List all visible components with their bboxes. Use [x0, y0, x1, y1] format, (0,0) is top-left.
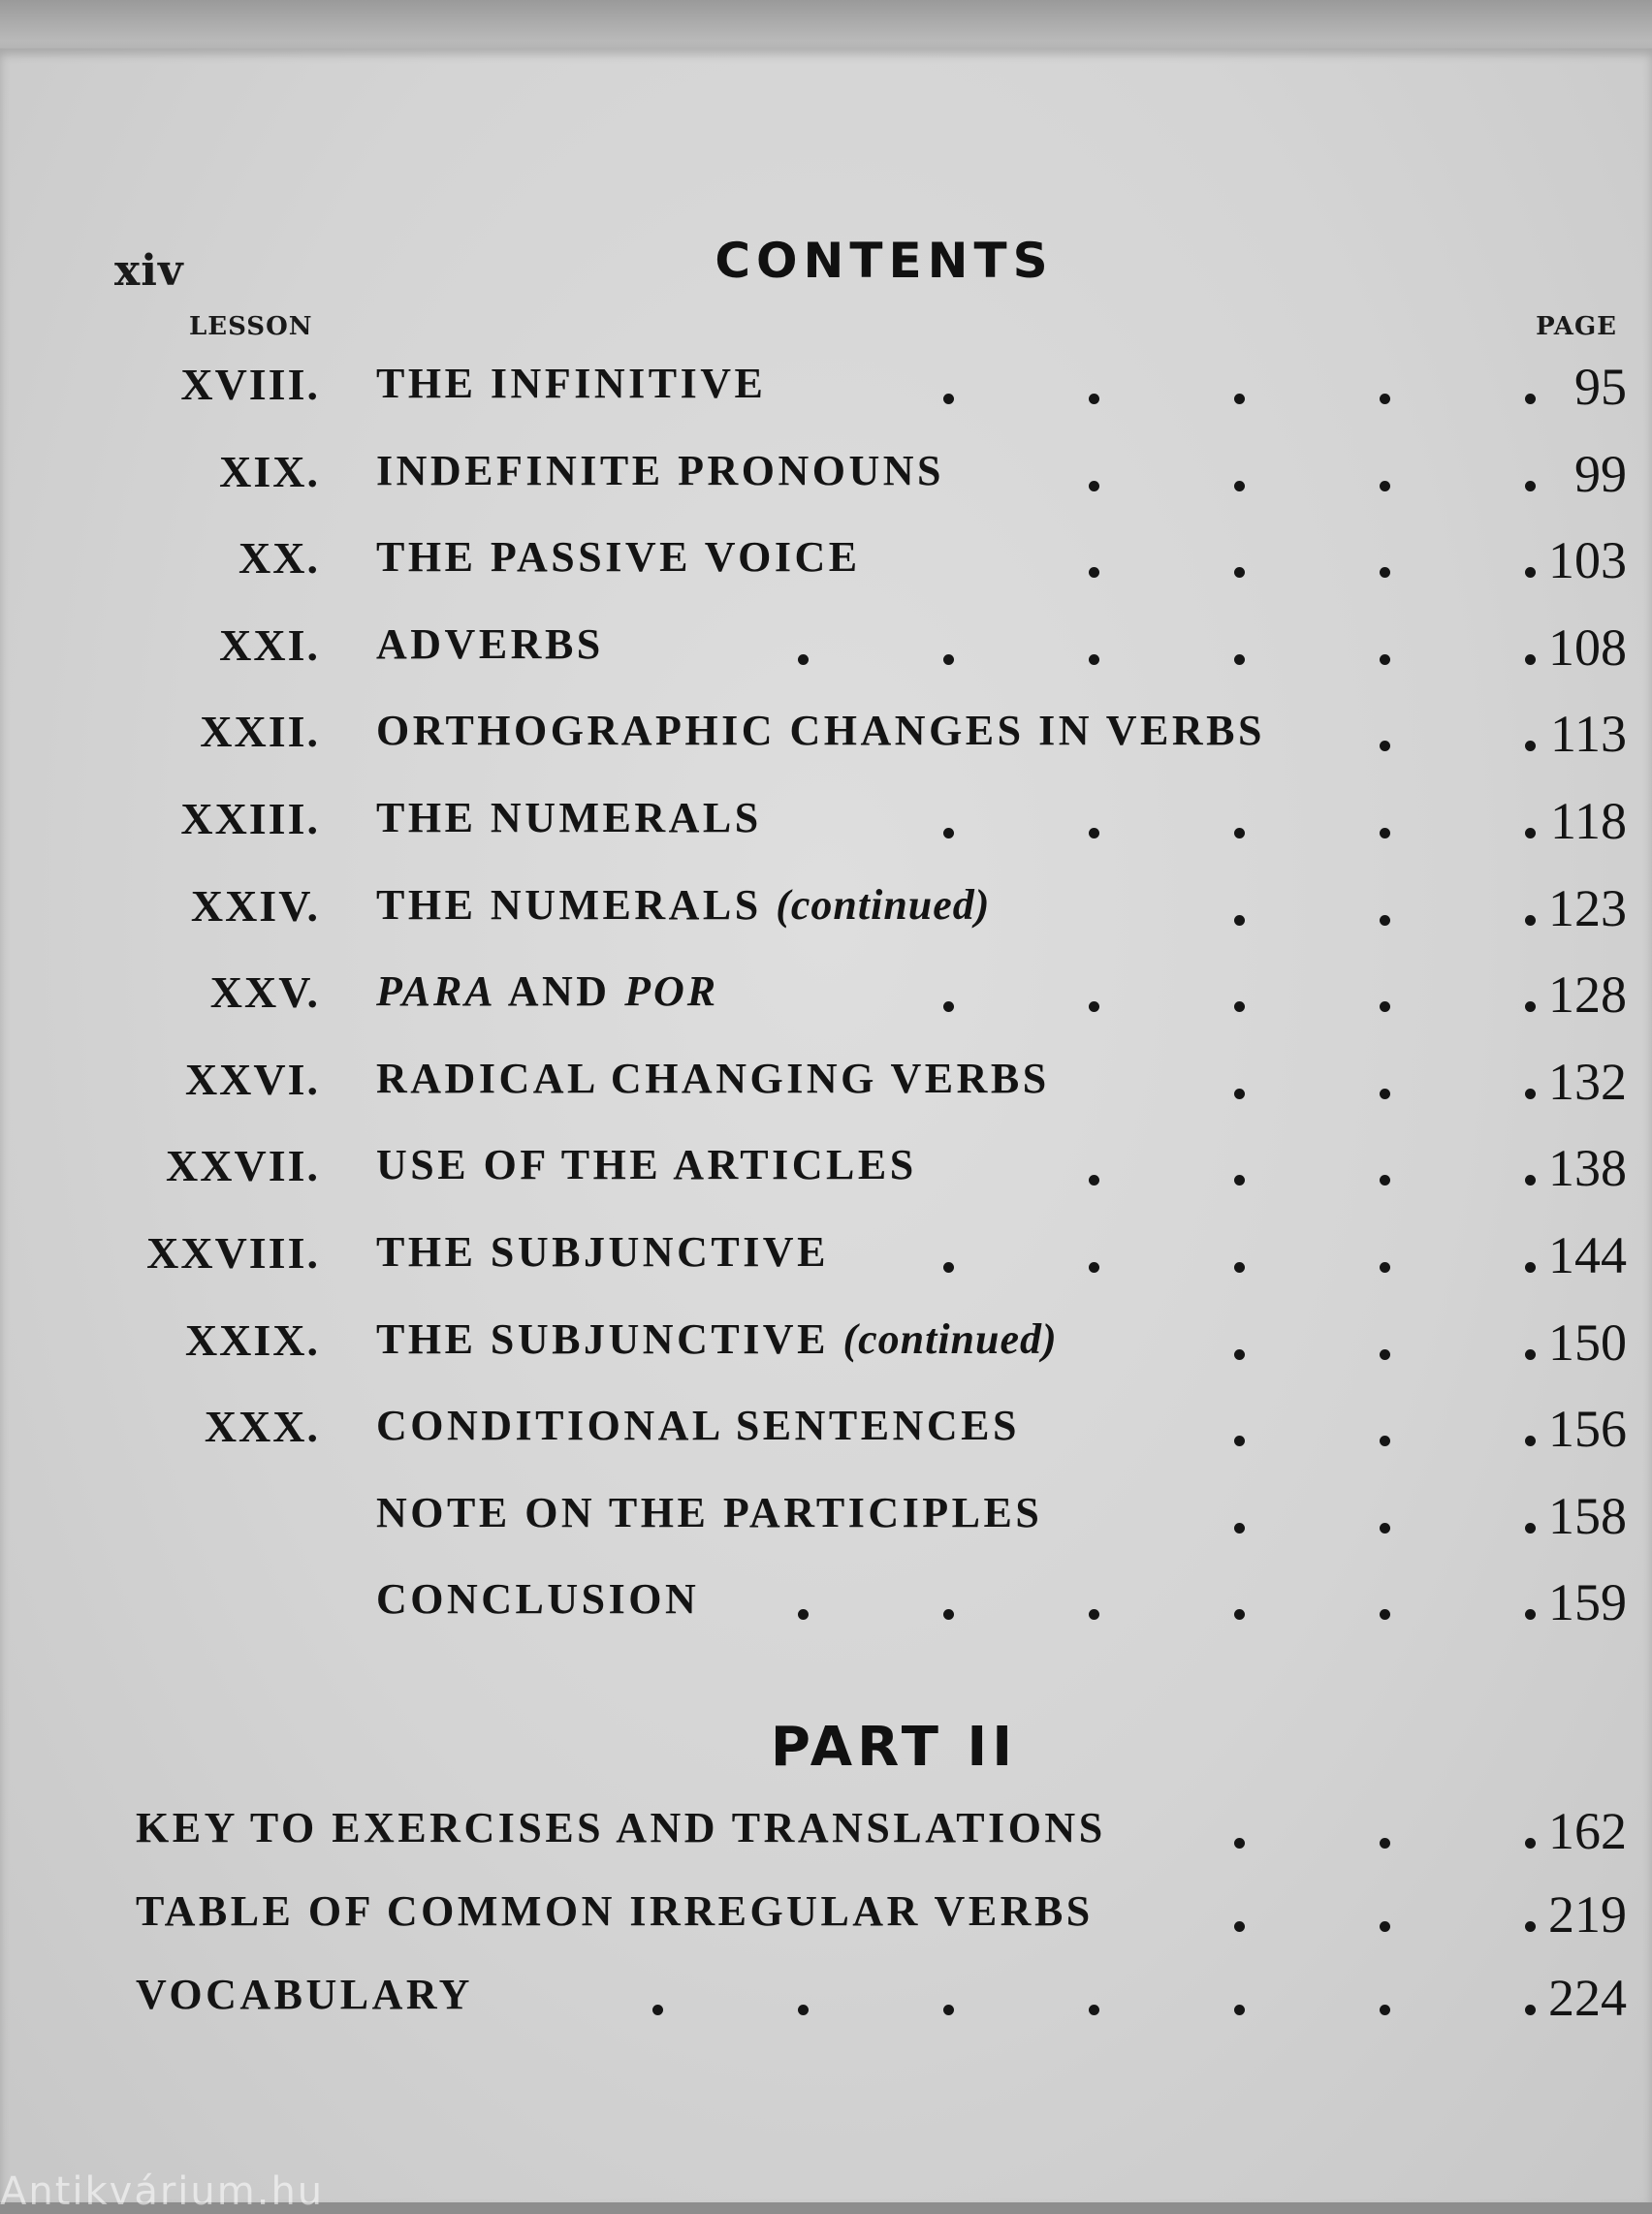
leader-dots — [1099, 1904, 1536, 1943]
leader-dots — [954, 550, 1536, 588]
leader-dot — [1245, 463, 1390, 502]
leader-dot — [1390, 1245, 1536, 1283]
leader-dot — [809, 1987, 954, 2026]
leader-dots — [1099, 1071, 1536, 1110]
contents-row — [0, 1793, 1652, 1877]
lesson-title-text: THE NUMERALS — [376, 880, 762, 929]
lesson-title-text: AND — [507, 967, 611, 1016]
leader-dot — [1245, 898, 1390, 936]
lesson-list — [0, 349, 1652, 1652]
lesson-title-italic: POR — [624, 967, 719, 1016]
lesson-number: XIX. — [219, 446, 320, 496]
page-number: 156 — [1548, 1400, 1627, 1459]
watermark: Antikvárium.hu — [0, 2169, 325, 2214]
contents-row — [0, 696, 1652, 783]
leader-dot — [1390, 723, 1536, 762]
lesson-number: XXVI. — [184, 1054, 320, 1104]
lesson-title — [376, 1140, 917, 1189]
leader-dot — [1390, 1332, 1536, 1371]
contents-row — [0, 1218, 1652, 1305]
lesson-title — [376, 1054, 1050, 1103]
leader-dot — [1245, 1157, 1390, 1196]
lesson-title-text: THE NUMERALS — [376, 793, 762, 841]
leader-dot — [954, 1987, 1099, 2026]
part-ii-title: PART II — [770, 1716, 1018, 1779]
leader-dot — [663, 1987, 809, 2026]
lesson-title — [376, 880, 990, 930]
leader-dot — [809, 1245, 954, 1283]
leader-dot — [1245, 376, 1390, 415]
leader-dot — [1245, 1332, 1390, 1371]
leader-dot — [1245, 637, 1390, 676]
page-number: 123 — [1548, 878, 1627, 937]
entry-title: VOCABULARY — [136, 1971, 473, 2018]
leader-dot — [1390, 1157, 1536, 1196]
lesson-number: XXI. — [219, 619, 320, 670]
lesson-number: XVIII. — [180, 360, 320, 409]
leader-dot — [1390, 550, 1536, 588]
lesson-title-text: THE SUBJUNCTIVE — [376, 1227, 829, 1276]
leader-dot — [1390, 1592, 1536, 1630]
lesson-number: XX. — [238, 533, 320, 584]
contents-row — [0, 870, 1652, 958]
lesson-title-text: INDEFINITE PRONOUNS — [376, 446, 945, 494]
leader-dots — [1099, 1418, 1536, 1457]
contents-row — [0, 1565, 1652, 1652]
leader-dot — [1245, 1071, 1390, 1110]
leader-dots — [954, 463, 1536, 502]
contents-row — [0, 1044, 1652, 1131]
leader-dot — [1390, 1505, 1536, 1544]
page-number: 162 — [1548, 1802, 1627, 1860]
leader-dot — [1099, 1820, 1245, 1859]
page-number: 99 — [1574, 444, 1627, 503]
leader-dot — [1245, 1904, 1390, 1943]
leader-dots — [954, 1157, 1536, 1196]
page-number: 118 — [1550, 791, 1627, 850]
lesson-title — [376, 706, 1265, 755]
page-number: 159 — [1548, 1573, 1627, 1632]
leader-dot — [1390, 1987, 1536, 2026]
lesson-number: XXVII. — [166, 1141, 320, 1191]
leader-dot — [1245, 550, 1390, 588]
leader-dot — [954, 637, 1099, 676]
leader-dot — [954, 1592, 1099, 1630]
contents-row — [0, 349, 1652, 436]
page-number: 103 — [1548, 531, 1627, 590]
lesson-number: XXVIII. — [146, 1227, 320, 1278]
leader-dot — [1245, 1820, 1390, 1859]
leader-dots — [809, 810, 1536, 849]
entry-title: TABLE OF COMMON IRREGULAR VERBS — [136, 1887, 1094, 1935]
leader-dots — [1099, 898, 1536, 936]
leader-dot — [1099, 1157, 1245, 1196]
lesson-title-text: CONDITIONAL SENTENCES — [376, 1402, 1020, 1450]
leader-dot — [1245, 810, 1390, 849]
leader-dot — [1245, 1505, 1390, 1544]
leader-dot — [1245, 1987, 1390, 2026]
leader-dot — [809, 810, 954, 849]
leader-dot — [1245, 984, 1390, 1023]
contents-row — [0, 1130, 1652, 1218]
leader-dot — [1099, 1332, 1245, 1371]
page-number: 219 — [1548, 1885, 1627, 1944]
leader-dots — [663, 1592, 1536, 1630]
lesson-number: XXIII. — [180, 793, 320, 843]
leader-dot — [1390, 463, 1536, 502]
leader-dot — [1099, 550, 1245, 588]
lesson-title — [376, 793, 762, 842]
lesson-title — [376, 1314, 1058, 1364]
lesson-title-continued: (continued) — [776, 880, 991, 929]
leader-dot — [1099, 1505, 1245, 1544]
leader-dot — [1099, 984, 1245, 1023]
lesson-title-continued: (continued) — [842, 1314, 1058, 1363]
leader-dot — [1390, 1904, 1536, 1943]
leader-dot — [954, 1245, 1099, 1283]
lesson-title-text: THE PASSIVE VOICE — [376, 533, 861, 582]
contents-row — [0, 436, 1652, 523]
leader-dot — [1099, 376, 1245, 415]
lesson-title-text: RADICAL CHANGING VERBS — [376, 1054, 1050, 1102]
page-column-heading: PAGE — [1536, 312, 1617, 341]
leader-dots — [1245, 723, 1536, 762]
leader-dot — [954, 810, 1099, 849]
contents-row — [0, 522, 1652, 610]
leader-dot — [1099, 1904, 1245, 1943]
leader-dot — [1245, 1418, 1390, 1457]
lesson-number: XXIX. — [184, 1314, 320, 1365]
lesson-title-text: THE INFINITIVE — [376, 360, 767, 407]
page-folio: xiv — [114, 246, 184, 296]
leader-dot — [663, 1592, 809, 1630]
leader-dot — [1245, 1592, 1390, 1630]
lesson-title — [376, 359, 766, 408]
leader-dot — [954, 463, 1099, 502]
lesson-title-italic: PARA — [376, 967, 496, 1016]
contents-row — [0, 957, 1652, 1044]
page-number: 113 — [1550, 705, 1627, 764]
leader-dot — [954, 984, 1099, 1023]
lesson-title — [376, 619, 604, 669]
lesson-title-text: ADVERBS — [376, 619, 604, 668]
contents-row — [0, 610, 1652, 697]
leader-dot — [518, 1987, 663, 2026]
leader-dot — [1099, 463, 1245, 502]
leader-dots — [1099, 1820, 1536, 1859]
lesson-title — [376, 1401, 1020, 1450]
leader-dot — [1390, 1071, 1536, 1110]
leader-dots — [518, 1987, 1536, 2026]
contents-row — [0, 783, 1652, 870]
contents-title: CONTENTS — [715, 233, 1054, 289]
lesson-title-text: THE SUBJUNCTIVE — [376, 1314, 829, 1363]
page-number: 108 — [1548, 617, 1627, 677]
leader-dot — [1390, 984, 1536, 1023]
leader-dot — [1245, 1245, 1390, 1283]
lesson-title — [376, 532, 861, 582]
lesson-title-text: NOTE ON THE PARTICIPLES — [376, 1488, 1043, 1536]
contents-row — [0, 1960, 1652, 2043]
leader-dot — [1099, 1592, 1245, 1630]
page-number: 144 — [1548, 1225, 1627, 1284]
leader-dot — [1099, 637, 1245, 676]
page-number: 132 — [1548, 1052, 1627, 1111]
leader-dot — [809, 1592, 954, 1630]
page-number: 158 — [1548, 1486, 1627, 1545]
leader-dots — [809, 984, 1536, 1023]
leader-dots — [1099, 1332, 1536, 1371]
leader-dot — [1245, 723, 1390, 762]
leader-dot — [1390, 1820, 1536, 1859]
lesson-title — [376, 1574, 699, 1624]
lesson-title — [376, 446, 944, 495]
leader-dots — [663, 637, 1536, 676]
page-number: 150 — [1548, 1313, 1627, 1372]
leader-dot — [1099, 810, 1245, 849]
page-number: 138 — [1548, 1139, 1627, 1198]
leader-dot — [809, 637, 954, 676]
leader-dots — [1099, 1505, 1536, 1544]
leader-dot — [1390, 376, 1536, 415]
leader-dot — [954, 376, 1099, 415]
leader-dot — [1390, 810, 1536, 849]
part-ii-list — [0, 1793, 1652, 2043]
contents-row — [0, 1391, 1652, 1478]
contents-row — [0, 1305, 1652, 1392]
lesson-column-heading: LESSON — [189, 312, 313, 341]
page-number: 224 — [1548, 1969, 1627, 2027]
leader-dot — [954, 550, 1099, 588]
leader-dot — [1099, 898, 1245, 936]
leader-dot — [1390, 1418, 1536, 1457]
leader-dot — [809, 376, 954, 415]
page-number: 128 — [1548, 965, 1627, 1025]
page-number: 95 — [1574, 358, 1627, 416]
entry-title: KEY TO EXERCISES AND TRANSLATIONS — [136, 1804, 1106, 1851]
lesson-title-text: CONCLUSION — [376, 1575, 700, 1624]
lesson-title-text: USE OF THE ARTICLES — [376, 1141, 917, 1189]
lesson-number: XXX. — [204, 1402, 320, 1452]
lesson-title — [376, 966, 718, 1016]
leader-dot — [1099, 1071, 1245, 1110]
leader-dots — [809, 1245, 1536, 1283]
lesson-title — [376, 1227, 829, 1277]
leader-dot — [1390, 898, 1536, 936]
leader-dot — [1099, 1418, 1245, 1457]
leader-dot — [1390, 637, 1536, 676]
leader-dot — [1099, 1987, 1245, 2026]
leader-dot — [663, 637, 809, 676]
lesson-title-text: ORTHOGRAPHIC CHANGES IN VERBS — [376, 707, 1265, 755]
lesson-number: XXV. — [209, 967, 320, 1018]
lesson-number: XXII. — [200, 707, 320, 757]
leader-dots — [809, 376, 1536, 415]
contents-row — [0, 1877, 1652, 1960]
leader-dot — [954, 1157, 1099, 1196]
lesson-number: XXIV. — [190, 880, 320, 931]
contents-row — [0, 1478, 1652, 1566]
leader-dot — [1099, 1245, 1245, 1283]
lesson-title — [376, 1488, 1042, 1537]
leader-dot — [809, 984, 954, 1023]
